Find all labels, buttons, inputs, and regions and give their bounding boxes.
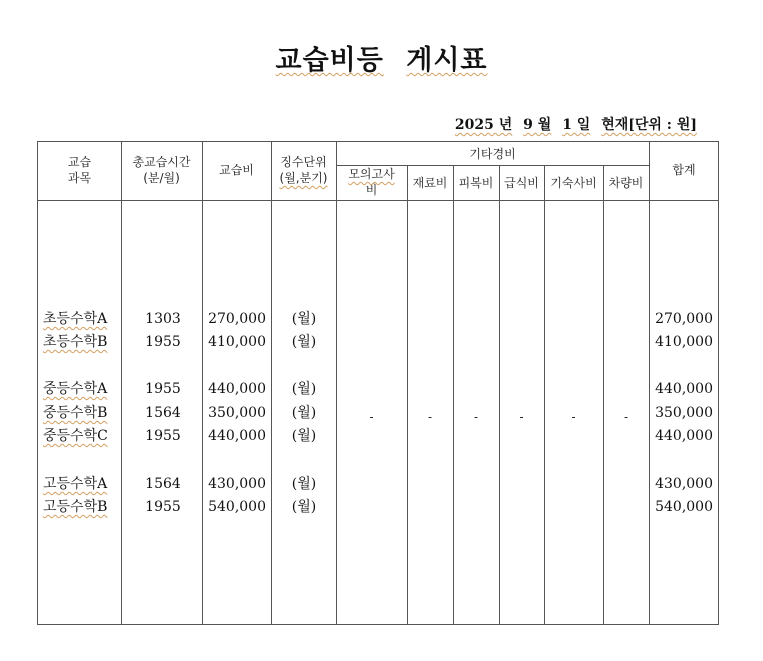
uniform-fee-value: - xyxy=(473,410,479,424)
total-cell: 350,000 xyxy=(655,405,713,421)
hours-cell: 1564 xyxy=(145,405,181,421)
column-divider xyxy=(544,165,545,624)
subject-cell: 초등수학B xyxy=(43,334,108,350)
meal-fee-value: - xyxy=(519,410,524,424)
fee-cell: 430,000 xyxy=(208,476,266,492)
material-fee-value: - xyxy=(427,410,433,424)
header-vehicle-fee: 차량비 xyxy=(608,176,644,190)
header-meal-fee: 급식비 xyxy=(504,176,539,190)
fee-table xyxy=(37,141,719,625)
title-word-2: 게시표 xyxy=(406,45,488,76)
header-dormitory-fee: 기숙사비 xyxy=(550,176,597,190)
date-day: 1 일 xyxy=(562,117,591,133)
hours-cell: 1955 xyxy=(145,499,181,515)
header-tuition: 교습비 xyxy=(219,163,254,177)
fee-cell: 540,000 xyxy=(208,499,266,515)
unit-cell: (월) xyxy=(291,405,317,421)
unit-cell: (월) xyxy=(291,476,317,492)
unit-cell: (월) xyxy=(291,499,317,515)
total-cell: 440,000 xyxy=(655,381,713,397)
date-unit: 현재[단위 : 원] xyxy=(601,117,697,133)
total-cell: 430,000 xyxy=(655,476,713,492)
hours-cell: 1955 xyxy=(145,334,181,350)
hours-cell: 1955 xyxy=(145,428,181,444)
hours-cell: 1564 xyxy=(145,476,181,492)
subject-cell: 고등수학A xyxy=(43,476,108,492)
header-uniform-fee: 피복비 xyxy=(458,176,494,190)
column-divider xyxy=(499,165,500,624)
hours-cell: 1955 xyxy=(145,381,181,397)
mock-exam-fee-value: - xyxy=(369,410,374,424)
subject-cell: 고등수학B xyxy=(43,499,108,515)
unit-cell: (월) xyxy=(291,428,317,444)
fee-cell: 410,000 xyxy=(208,334,266,350)
header-total: 합계 xyxy=(672,163,696,177)
title-word-1: 교습비등 xyxy=(275,45,384,76)
hours-cell: 1303 xyxy=(145,311,181,327)
column-divider xyxy=(453,165,454,624)
date-line xyxy=(449,114,697,134)
subject-cell: 중등수학C xyxy=(43,428,108,444)
total-cell: 440,000 xyxy=(655,428,713,444)
fee-cell: 440,000 xyxy=(208,381,266,397)
header-collection-unit: 징수단위 (월,분기) xyxy=(279,155,328,185)
date-month: 9 월 xyxy=(523,117,552,133)
fee-cell: 350,000 xyxy=(208,405,266,421)
column-divider xyxy=(121,142,122,624)
column-divider xyxy=(407,165,408,624)
unit-cell: (월) xyxy=(291,334,317,350)
header-divider xyxy=(38,200,718,201)
header-material-fee: 재료비 xyxy=(412,176,448,190)
column-divider xyxy=(603,165,604,624)
date-year: 2025 년 xyxy=(454,117,513,133)
column-divider xyxy=(336,142,337,624)
vehicle-fee-value: - xyxy=(623,410,629,424)
subject-cell: 중등수학A xyxy=(43,381,108,397)
header-other-fees: 기타경비 xyxy=(469,147,516,161)
subject-cell: 초등수학A xyxy=(43,311,108,327)
fee-cell: 440,000 xyxy=(208,428,266,444)
header-mock-exam-fee: 모의고사 비 xyxy=(348,167,395,197)
header-total-hours: 총교습시간 (분/월) xyxy=(132,155,191,185)
header-subject: 교습 과목 xyxy=(67,155,92,185)
total-cell: 270,000 xyxy=(655,311,713,327)
total-cell: 410,000 xyxy=(655,334,713,350)
unit-cell: (월) xyxy=(291,381,317,397)
total-cell: 540,000 xyxy=(655,499,713,515)
column-divider xyxy=(649,142,650,624)
dormitory-fee-value: - xyxy=(571,410,576,424)
page-title xyxy=(0,38,763,77)
subject-cell: 중등수학B xyxy=(43,405,108,421)
fee-cell: 270,000 xyxy=(208,311,266,327)
unit-cell: (월) xyxy=(291,311,317,327)
